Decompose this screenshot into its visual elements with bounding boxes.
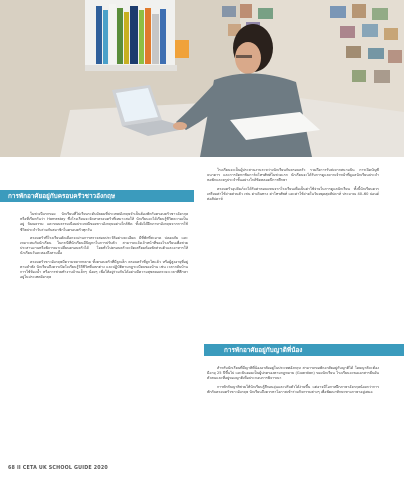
paragraph: ครอบครัวอุปถัมภ์จะได้รับค่าตอบแทนจากโรงเรียนเพื่อเป็นค่าใช้จ่ายในการดูแลนักเรียน ทั้งนี้นักเรียนควรเตรียมค่าใช้จ่ายส่วนตัว เช่น ค่าเดินทาง ค่าโทรศัพท์ และค่าใช้จ่ายในวันหยุดสุดสัปดาห์ ประมาณ 40–60 ปอนด์ต่อสัปดาห์ <box>207 186 379 202</box>
paragraph: ครอบครัวที่โรงเรียนคัดเลือกจะผ่านการตรวจสอบประวัติอย่างละเอียด มีที่พักที่สะอาด ปลอดภัย และเหมาะสมกับนักเรียน ในกรณีที่นักเรียนมีปัญหาในการปรับตัว สามารถแจ้งเจ้าหน้าที่ของโรงเรียนเพื่อช่วยประสานงานหรือพิจารณาเปลี่ยนครอบครัวได้ โดยทั่วไปครอบครัวจะจัดเตรียมห้องพักส่วนตัวและอาหารให้นักเรียนวันละสองถึงสามมื้อ <box>20 235 188 256</box>
paragraph: การพักกับญาติช่วยให้นักเรียนรู้สึกอบอุ่นและปรับตัวได้ง่ายขึ้น แต่อาจมีโอกาสฝึกภาษาอังกฤษน้อยกว่าการพักกับครอบครัวชาวอังกฤษ นักเรียนจึงควรหาโอกาสเข้าร่วมกิจกรรมต่างๆ เพื่อพัฒนาทักษะทางภาษาอยู่เสมอ <box>207 384 379 394</box>
right-column-text-2 <box>207 366 379 398</box>
paragraph: ในช่วงปีแรกของ นักเรียนที่ไปเรียนระดับมัธยมที่ประเทศอังกฤษจำเป็นต้องพักกับครอบครัวชาวอังกฤษ หรือที่เรียกกันว่า Homestay ซึ่งโรงเรียนจะจัดหาครอบครัวที่เหมาะสมให้ นักเรียนจะได้เรียนรู้ชีวิตความเป็นอยู่ วัฒนธรรม และขนบธรรมเนียมประเพณีของชาวอังกฤษอย่างใกล้ชิด ทั้งยังได้ฝึกภาษาอังกฤษจากการใช้ชีวิตประจำวันร่วมกับสมาชิกในครอบครัวทุกวัน <box>20 212 188 232</box>
page-footer: 68 II CETA UK SCHOOL GUIDE 2020 <box>8 466 108 471</box>
paragraph: ครอบครัวชาวอังกฤษมีความหลากหลาย ทั้งครอบครัวที่มีลูกเล็ก ครอบครัวที่ลูกโตแล้ว หรือผู้สูงอายุที่อยู่ตามลำพัง นักเรียนจึงควรเปิดใจเรียนรู้วิถีชีวิตที่แตกต่าง และปฏิบัติตามกฎระเบียบของบ้าน เช่น เวลากลับบ้าน การใช้ห้องน้ำ หรือการช่วยทำงานบ้านเล็กๆ น้อยๆ เพื่อให้อยู่ร่วมกันได้อย่างมีความสุขตลอดระยะเวลาที่ศึกษาอยู่ในประเทศอังกฤษ <box>20 259 188 280</box>
hero-photo <box>0 0 404 157</box>
homestay-heading: การพักอาศัยอยู่กับครอบครัวชาวอังกฤษ <box>0 190 194 202</box>
relatives-heading: การพักอาศัยอยู่กับญาติพี่น้อง <box>204 344 404 356</box>
left-column-text <box>20 212 188 283</box>
paragraph: สำหรับนักเรียนที่มีญาติพี่น้องอาศัยอยู่ในประเทศอังกฤษ สามารถขอพักอาศัยอยู่กับญาติได้ โดยญาติจะต้องมีอายุ 25 ปีขึ้นไป และยินยอมเป็นผู้ปกครองตามกฎหมาย (Guardian) ของนักเรียน โรงเรียนจะขอเอกสารยืนยันตัวตนและที่อยู่ของญาติเพื่อประกอบการพิจารณา <box>207 366 379 381</box>
right-column-text <box>207 168 379 205</box>
paragraph: โรงเรียนจะเป็นผู้ประสานงานระหว่างนักเรียนกับครอบครัว รวมถึงการรับส่งจากสนามบิน การเปิดบัญชีธนาคาร และการจัดหาซิมการ์ดโทรศัพท์ในช่วงแรก นักเรียนจะได้รับการดูแลจากเจ้าหน้าที่ดูแลนักเรียนประจำหอพักและครูประจำชั้นอย่างใกล้ชิดตลอดปีการศึกษา <box>207 168 379 183</box>
